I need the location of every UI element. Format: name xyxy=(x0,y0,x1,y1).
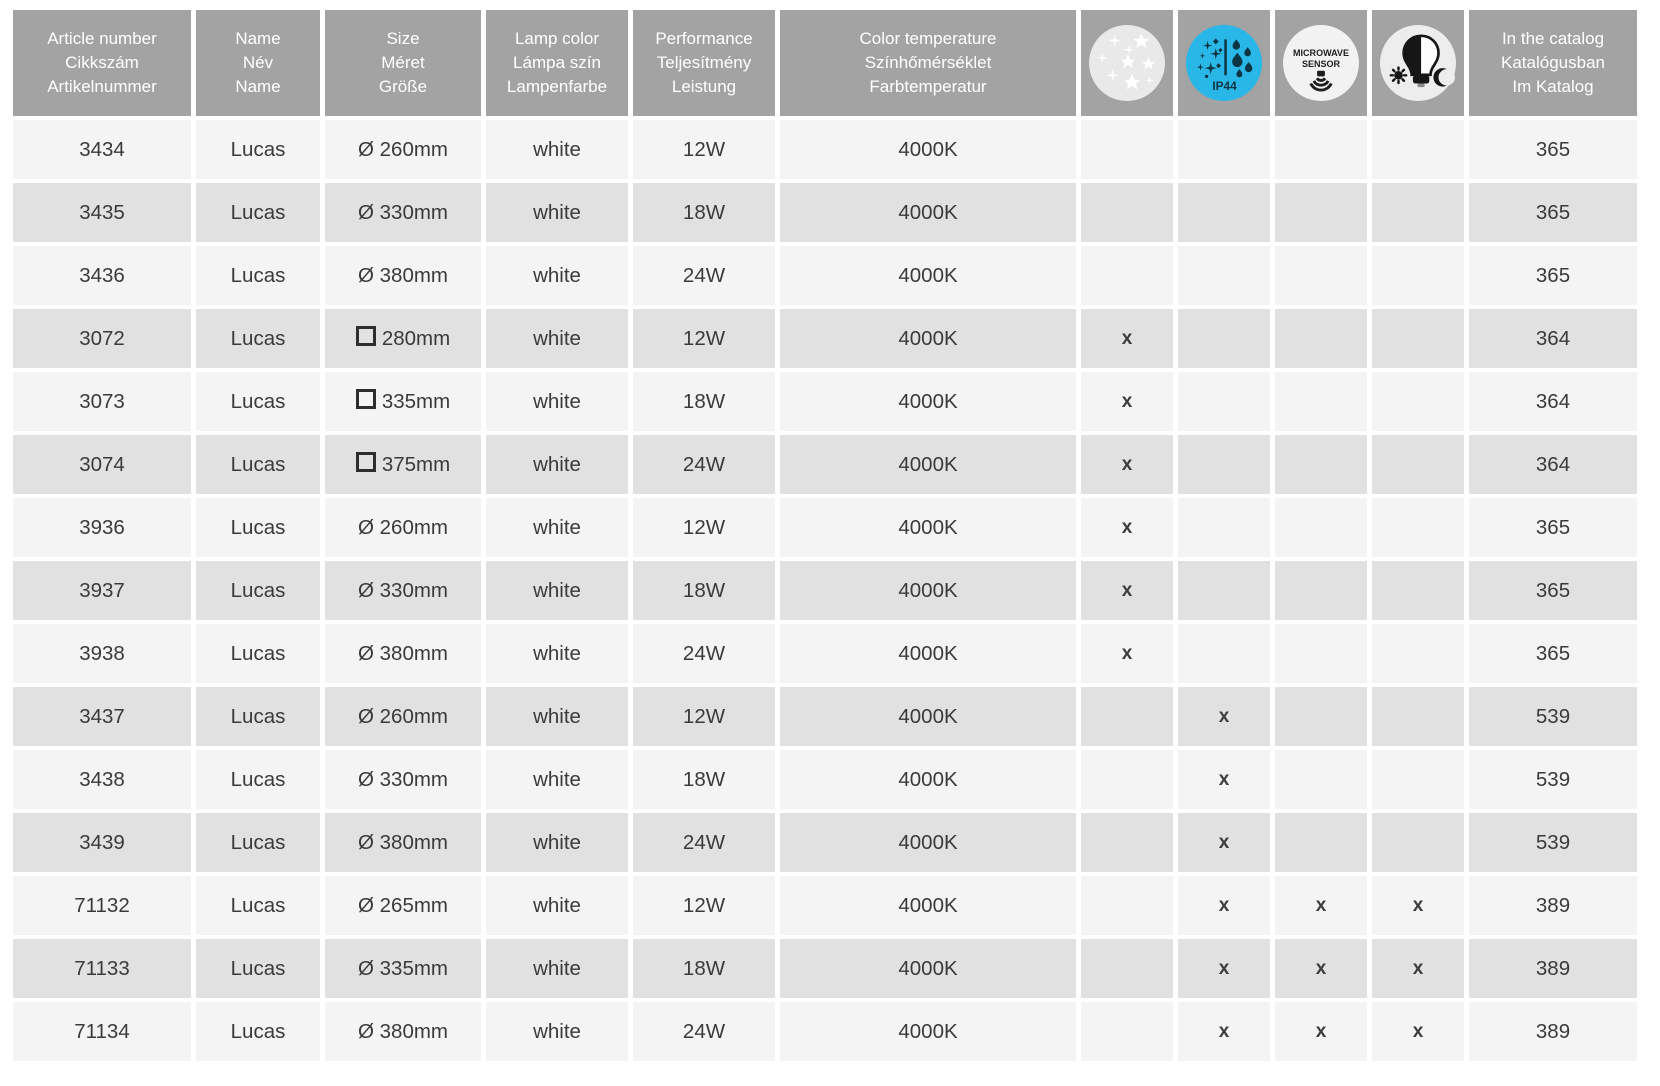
cell-color-temperature: 4000K xyxy=(780,624,1076,683)
cell-feature-microwave-sensor xyxy=(1275,750,1367,809)
table-row xyxy=(13,435,1637,494)
table-body xyxy=(13,120,1637,1061)
product-table xyxy=(8,6,1642,1065)
cell-catalog-page: 365 xyxy=(1469,183,1637,242)
cell-feature-ip44: x xyxy=(1178,939,1270,998)
cell-size: 335mm xyxy=(325,372,481,431)
header-line: Színhőmérséklet xyxy=(864,52,992,72)
cell-name: Lucas xyxy=(196,687,320,746)
cell-catalog-page: 365 xyxy=(1469,246,1637,305)
cell-lamp-color: white xyxy=(486,750,628,809)
cell-performance: 18W xyxy=(633,561,775,620)
cell-feature-starry-sky xyxy=(1081,939,1173,998)
table-row xyxy=(13,876,1637,935)
col-header-article-number xyxy=(13,10,191,116)
cell-catalog-page: 539 xyxy=(1469,687,1637,746)
header-line: Katalógusban xyxy=(1501,52,1605,72)
cell-article-number: 3437 xyxy=(13,687,191,746)
cell-size: Ø 330mm xyxy=(325,183,481,242)
cell-name: Lucas xyxy=(196,120,320,179)
cell-feature-starry-sky xyxy=(1081,120,1173,179)
header-line: Teljesítmény xyxy=(656,52,752,72)
cell-lamp-color: white xyxy=(486,309,628,368)
cell-name: Lucas xyxy=(196,876,320,935)
cell-catalog-page: 365 xyxy=(1469,624,1637,683)
cell-feature-starry-sky xyxy=(1081,1002,1173,1061)
square-shape-icon xyxy=(356,389,376,409)
cell-name: Lucas xyxy=(196,246,320,305)
header-row xyxy=(13,10,1637,116)
cell-feature-day-night-sensor xyxy=(1372,309,1464,368)
cell-article-number: 71133 xyxy=(13,939,191,998)
cell-lamp-color: white xyxy=(486,687,628,746)
cell-size: Ø 260mm xyxy=(325,498,481,557)
square-shape-icon xyxy=(356,452,376,472)
cell-article-number: 3074 xyxy=(13,435,191,494)
cell-feature-ip44: x xyxy=(1178,750,1270,809)
cell-lamp-color: white xyxy=(486,498,628,557)
cell-size: Ø 380mm xyxy=(325,813,481,872)
header-line: Performance xyxy=(655,28,753,48)
cell-feature-ip44: x xyxy=(1178,813,1270,872)
cell-name: Lucas xyxy=(196,939,320,998)
cell-size: Ø 260mm xyxy=(325,687,481,746)
cell-feature-microwave-sensor xyxy=(1275,498,1367,557)
cell-color-temperature: 4000K xyxy=(780,246,1076,305)
cell-feature-starry-sky: x xyxy=(1081,498,1173,557)
cell-article-number: 3436 xyxy=(13,246,191,305)
cell-feature-microwave-sensor xyxy=(1275,120,1367,179)
cell-article-number: 3438 xyxy=(13,750,191,809)
header-line: Lamp color xyxy=(514,28,600,48)
cell-color-temperature: 4000K xyxy=(780,120,1076,179)
cell-lamp-color: white xyxy=(486,624,628,683)
col-header-day-night-sensor xyxy=(1372,10,1464,116)
header-line: Name xyxy=(235,28,281,48)
cell-performance: 12W xyxy=(633,120,775,179)
header-line: Lámpa szín xyxy=(513,52,601,72)
cell-feature-microwave-sensor xyxy=(1275,372,1367,431)
header-line: Artikelnummer xyxy=(47,77,157,97)
cell-lamp-color: white xyxy=(486,939,628,998)
cell-lamp-color: white xyxy=(486,246,628,305)
cell-size: Ø 260mm xyxy=(325,120,481,179)
cell-feature-day-night-sensor xyxy=(1372,813,1464,872)
cell-color-temperature: 4000K xyxy=(780,687,1076,746)
cell-name: Lucas xyxy=(196,750,320,809)
header-line: Leistung xyxy=(671,77,737,97)
cell-performance: 18W xyxy=(633,750,775,809)
cell-feature-microwave-sensor xyxy=(1275,624,1367,683)
cell-color-temperature: 4000K xyxy=(780,750,1076,809)
cell-feature-ip44: x xyxy=(1178,876,1270,935)
microwave-label-line2: SENSOR xyxy=(1301,59,1341,70)
cell-name: Lucas xyxy=(196,435,320,494)
cell-size: Ø 330mm xyxy=(325,750,481,809)
cell-feature-microwave-sensor xyxy=(1275,561,1367,620)
col-header-performance xyxy=(633,10,775,116)
cell-feature-day-night-sensor xyxy=(1372,372,1464,431)
cell-feature-day-night-sensor xyxy=(1372,561,1464,620)
cell-color-temperature: 4000K xyxy=(780,561,1076,620)
table-row xyxy=(13,498,1637,557)
header-line: Name xyxy=(235,77,281,97)
cell-color-temperature: 4000K xyxy=(780,309,1076,368)
table-row xyxy=(13,687,1637,746)
cell-catalog-page: 365 xyxy=(1469,120,1637,179)
microwave-label-line1: MICROWAVE xyxy=(1293,47,1349,58)
cell-feature-day-night-sensor xyxy=(1372,120,1464,179)
cell-name: Lucas xyxy=(196,183,320,242)
cell-feature-microwave-sensor xyxy=(1275,687,1367,746)
cell-feature-day-night-sensor xyxy=(1372,750,1464,809)
cell-feature-ip44 xyxy=(1178,372,1270,431)
microwave-sensor-icon xyxy=(1275,10,1367,116)
cell-catalog-page: 364 xyxy=(1469,435,1637,494)
cell-catalog-page: 389 xyxy=(1469,939,1637,998)
table-row xyxy=(13,246,1637,305)
cell-feature-starry-sky xyxy=(1081,246,1173,305)
header-line: Size xyxy=(386,28,420,48)
stars-icon xyxy=(1081,10,1173,116)
cell-performance: 12W xyxy=(633,309,775,368)
table-row xyxy=(13,750,1637,809)
cell-feature-microwave-sensor: x xyxy=(1275,939,1367,998)
cell-lamp-color: white xyxy=(486,183,628,242)
cell-feature-microwave-sensor xyxy=(1275,183,1367,242)
header-line: Größe xyxy=(378,77,428,97)
cell-catalog-page: 364 xyxy=(1469,309,1637,368)
cell-article-number: 3435 xyxy=(13,183,191,242)
cell-feature-starry-sky: x xyxy=(1081,561,1173,620)
cell-catalog-page: 365 xyxy=(1469,498,1637,557)
table-row xyxy=(13,939,1637,998)
cell-performance: 24W xyxy=(633,813,775,872)
cell-feature-starry-sky xyxy=(1081,687,1173,746)
cell-size: Ø 330mm xyxy=(325,561,481,620)
cell-feature-ip44 xyxy=(1178,498,1270,557)
cell-color-temperature: 4000K xyxy=(780,876,1076,935)
cell-feature-starry-sky: x xyxy=(1081,372,1173,431)
table-row xyxy=(13,183,1637,242)
cell-feature-ip44 xyxy=(1178,246,1270,305)
cell-feature-ip44: x xyxy=(1178,1002,1270,1061)
col-header-color-temperature xyxy=(780,10,1076,116)
cell-feature-starry-sky xyxy=(1081,750,1173,809)
cell-lamp-color: white xyxy=(486,813,628,872)
cell-lamp-color: white xyxy=(486,435,628,494)
cell-name: Lucas xyxy=(196,561,320,620)
cell-feature-microwave-sensor xyxy=(1275,309,1367,368)
cell-feature-ip44 xyxy=(1178,624,1270,683)
cell-catalog-page: 539 xyxy=(1469,813,1637,872)
header-line: Color temperature xyxy=(859,28,997,48)
col-header-microwave-sensor xyxy=(1275,10,1367,116)
table-row xyxy=(13,1002,1637,1061)
cell-feature-ip44 xyxy=(1178,435,1270,494)
header-line: Lampenfarbe xyxy=(506,77,608,97)
cell-performance: 18W xyxy=(633,372,775,431)
ip44-label: IP44 xyxy=(1212,79,1237,94)
cell-performance: 24W xyxy=(633,246,775,305)
cell-feature-microwave-sensor xyxy=(1275,246,1367,305)
cell-color-temperature: 4000K xyxy=(780,183,1076,242)
cell-feature-microwave-sensor: x xyxy=(1275,1002,1367,1061)
cell-performance: 18W xyxy=(633,939,775,998)
header-line: Cikkszám xyxy=(65,52,139,72)
header-line: Farbtemperatur xyxy=(869,77,987,97)
cell-feature-ip44 xyxy=(1178,309,1270,368)
cell-lamp-color: white xyxy=(486,876,628,935)
col-header-catalog xyxy=(1469,10,1637,116)
col-header-name xyxy=(196,10,320,116)
cell-size: Ø 265mm xyxy=(325,876,481,935)
cell-size: 280mm xyxy=(325,309,481,368)
cell-catalog-page: 539 xyxy=(1469,750,1637,809)
col-header-starry-sky xyxy=(1081,10,1173,116)
cell-catalog-page: 365 xyxy=(1469,561,1637,620)
cell-performance: 24W xyxy=(633,435,775,494)
cell-catalog-page: 389 xyxy=(1469,1002,1637,1061)
day-night-sensor-icon xyxy=(1372,10,1464,116)
cell-feature-day-night-sensor: x xyxy=(1372,939,1464,998)
cell-article-number: 3936 xyxy=(13,498,191,557)
cell-article-number: 3073 xyxy=(13,372,191,431)
cell-article-number: 3434 xyxy=(13,120,191,179)
cell-article-number: 71132 xyxy=(13,876,191,935)
cell-performance: 24W xyxy=(633,1002,775,1061)
cell-article-number: 3937 xyxy=(13,561,191,620)
cell-article-number: 3439 xyxy=(13,813,191,872)
cell-article-number: 3072 xyxy=(13,309,191,368)
cell-color-temperature: 4000K xyxy=(780,435,1076,494)
cell-lamp-color: white xyxy=(486,1002,628,1061)
ip44-icon xyxy=(1178,10,1270,116)
col-header-ip44 xyxy=(1178,10,1270,116)
table-row xyxy=(13,309,1637,368)
cell-feature-day-night-sensor xyxy=(1372,624,1464,683)
cell-size: Ø 380mm xyxy=(325,624,481,683)
table-row xyxy=(13,372,1637,431)
cell-performance: 24W xyxy=(633,624,775,683)
cell-color-temperature: 4000K xyxy=(780,1002,1076,1061)
header-line: Im Katalog xyxy=(1512,77,1594,97)
cell-color-temperature: 4000K xyxy=(780,498,1076,557)
cell-color-temperature: 4000K xyxy=(780,813,1076,872)
cell-feature-day-night-sensor xyxy=(1372,246,1464,305)
cell-feature-ip44 xyxy=(1178,561,1270,620)
cell-name: Lucas xyxy=(196,813,320,872)
cell-feature-microwave-sensor: x xyxy=(1275,876,1367,935)
col-header-lamp-color xyxy=(486,10,628,116)
cell-name: Lucas xyxy=(196,1002,320,1061)
cell-size: 375mm xyxy=(325,435,481,494)
cell-color-temperature: 4000K xyxy=(780,939,1076,998)
cell-size: Ø 380mm xyxy=(325,246,481,305)
cell-feature-day-night-sensor: x xyxy=(1372,1002,1464,1061)
moon-glyph xyxy=(1433,68,1455,86)
col-header-size xyxy=(325,10,481,116)
square-shape-icon xyxy=(356,326,376,346)
cell-name: Lucas xyxy=(196,309,320,368)
cell-name: Lucas xyxy=(196,498,320,557)
cell-catalog-page: 389 xyxy=(1469,876,1637,935)
cell-catalog-page: 364 xyxy=(1469,372,1637,431)
cell-feature-ip44 xyxy=(1178,120,1270,179)
cell-lamp-color: white xyxy=(486,120,628,179)
cell-performance: 12W xyxy=(633,876,775,935)
table-row xyxy=(13,624,1637,683)
cell-feature-starry-sky xyxy=(1081,876,1173,935)
cell-size: Ø 335mm xyxy=(325,939,481,998)
cell-performance: 18W xyxy=(633,183,775,242)
sun-glyph xyxy=(1391,68,1406,83)
cell-name: Lucas xyxy=(196,624,320,683)
cell-feature-microwave-sensor xyxy=(1275,435,1367,494)
cell-lamp-color: white xyxy=(486,561,628,620)
cell-feature-ip44: x xyxy=(1178,687,1270,746)
cell-color-temperature: 4000K xyxy=(780,372,1076,431)
header-line: Article number xyxy=(47,28,157,48)
cell-feature-starry-sky: x xyxy=(1081,435,1173,494)
cell-lamp-color: white xyxy=(486,372,628,431)
table-row xyxy=(13,120,1637,179)
cell-feature-starry-sky xyxy=(1081,183,1173,242)
cell-article-number: 3938 xyxy=(13,624,191,683)
cell-feature-microwave-sensor xyxy=(1275,813,1367,872)
table-row xyxy=(13,561,1637,620)
cell-feature-day-night-sensor xyxy=(1372,183,1464,242)
cell-feature-ip44 xyxy=(1178,183,1270,242)
table-row xyxy=(13,813,1637,872)
cell-feature-starry-sky xyxy=(1081,813,1173,872)
cell-article-number: 71134 xyxy=(13,1002,191,1061)
header-line: Méret xyxy=(381,52,425,72)
cell-feature-day-night-sensor xyxy=(1372,687,1464,746)
cell-size: Ø 380mm xyxy=(325,1002,481,1061)
cell-feature-starry-sky: x xyxy=(1081,624,1173,683)
cell-feature-day-night-sensor xyxy=(1372,435,1464,494)
header-line: In the catalog xyxy=(1501,28,1605,48)
cell-feature-day-night-sensor xyxy=(1372,498,1464,557)
cell-feature-day-night-sensor: x xyxy=(1372,876,1464,935)
cell-performance: 12W xyxy=(633,498,775,557)
cell-feature-starry-sky: x xyxy=(1081,309,1173,368)
cell-name: Lucas xyxy=(196,372,320,431)
cell-performance: 12W xyxy=(633,687,775,746)
header-line: Név xyxy=(242,52,274,72)
